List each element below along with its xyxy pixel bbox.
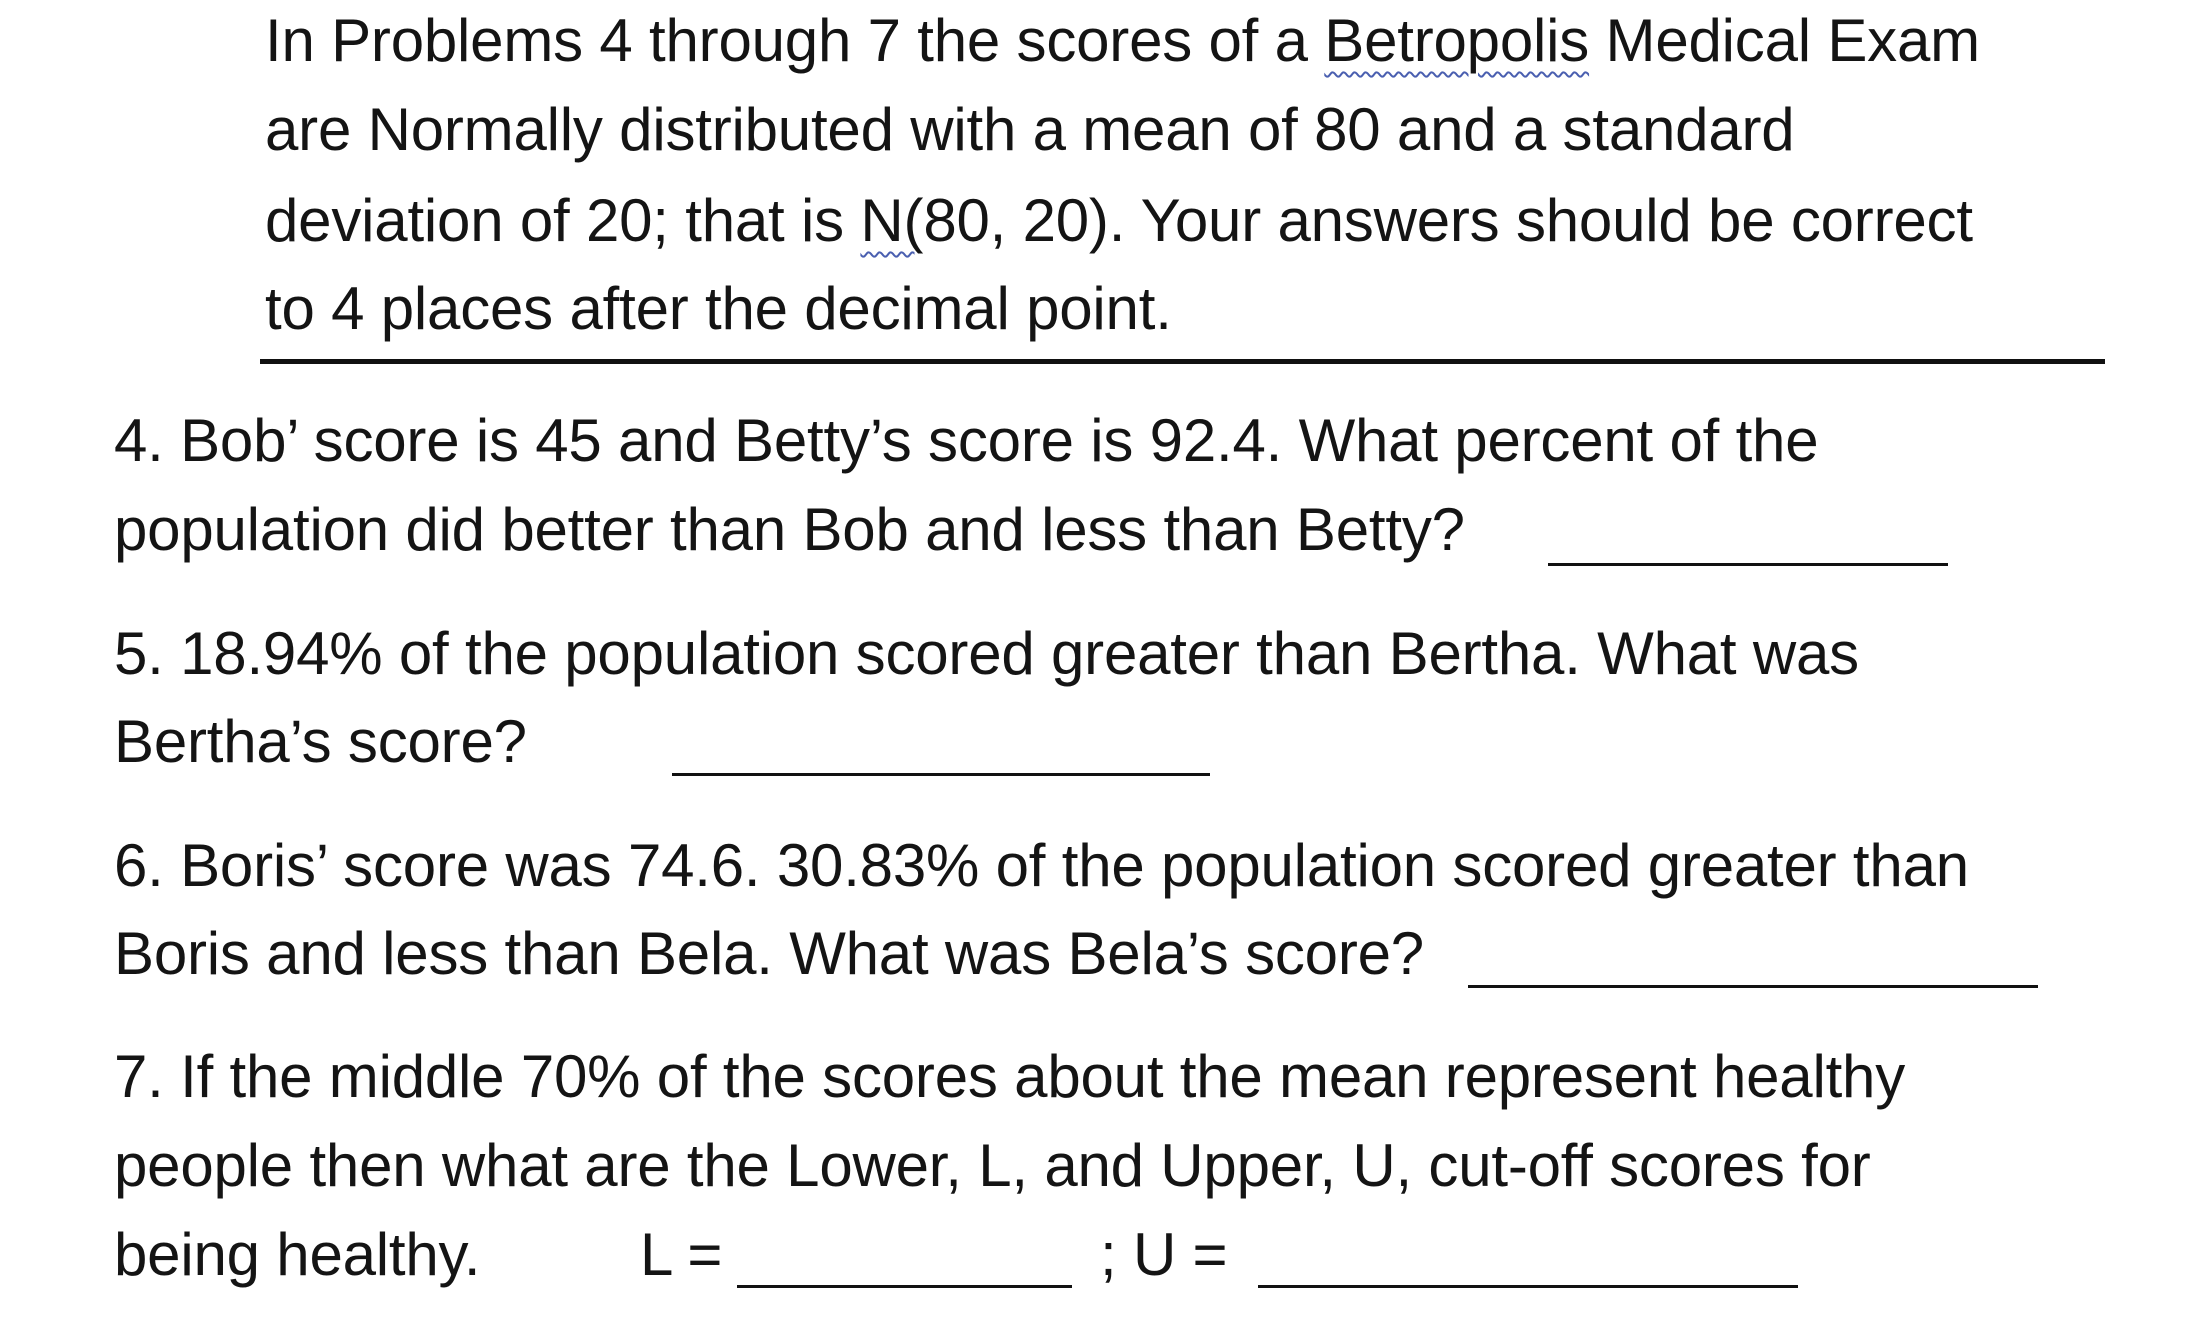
intro-text: Medical Exam <box>1589 7 1980 74</box>
answer-blank-lower[interactable] <box>737 1285 1072 1288</box>
lower-cutoff-label: L = <box>640 1221 723 1288</box>
problem-7-line-3: being healthy. <box>114 1221 481 1288</box>
upper-cutoff-label: ; U = <box>1100 1221 1228 1288</box>
problem-5-line-2: Bertha’s score? <box>114 708 527 775</box>
answer-blank-upper[interactable] <box>1258 1285 1798 1288</box>
intro-line-4: to 4 places after the decimal point. <box>265 275 1172 342</box>
intro-line-3 <box>265 185 1973 257</box>
intro-text: In Problems 4 through 7 the scores of a <box>265 7 1325 74</box>
problem-6-line-2: Boris and less than Bela. What was Bela’s score? <box>114 920 1424 987</box>
problem-5-line-1: 5. 18.94% of the population scored greater than Bertha. What was <box>114 620 1859 687</box>
answer-blank-5[interactable] <box>672 773 1210 776</box>
spellcheck-word[interactable]: Betropolis <box>1324 7 1590 74</box>
intro-text: deviation of 20; that is <box>265 187 861 254</box>
answer-blank-6[interactable] <box>1468 985 2038 988</box>
answer-blank-4[interactable] <box>1548 563 1948 566</box>
problem-6-line-1: 6. Boris’ score was 74.6. 30.83% of the population scored greater than <box>114 832 1969 899</box>
problem-4-line-1: 4. Bob’ score is 45 and Betty’s score is 92.4. What percent of the <box>114 407 1819 474</box>
intro-line-1 <box>265 5 1980 77</box>
problem-7-line-2: people then what are the Lower, L, and Upper, U, cut-off scores for <box>114 1132 1871 1199</box>
problem-4-line-2: population did better than Bob and less than Betty? <box>114 496 1465 563</box>
section-divider <box>260 359 2105 364</box>
intro-text: 80, 20). Your answers should be correct <box>923 187 1973 254</box>
problem-7-line-1: 7. If the middle 70% of the scores about the mean represent healthy <box>114 1043 1906 1110</box>
spellcheck-word[interactable]: N( <box>860 187 924 254</box>
intro-line-2: are Normally distributed with a mean of 80 and a standard <box>265 96 1795 163</box>
